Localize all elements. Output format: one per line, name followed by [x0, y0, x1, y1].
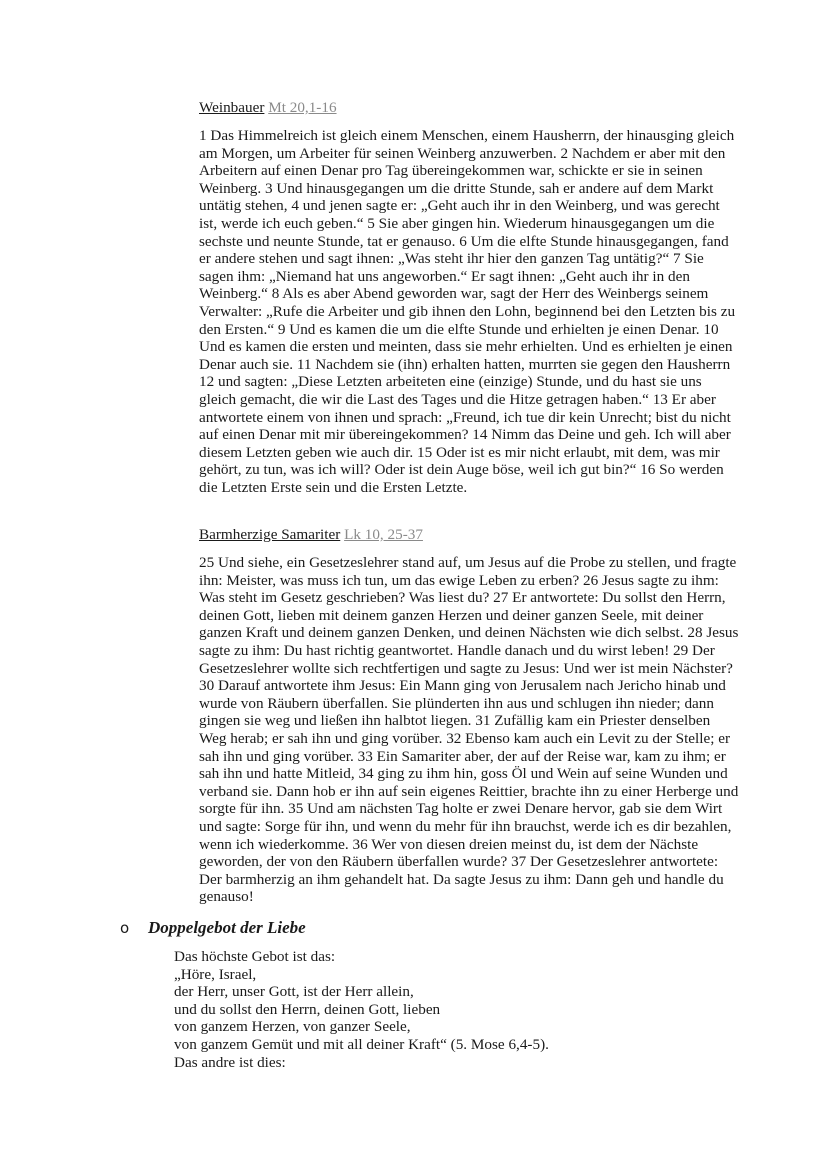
quote-line: Das andre ist dies:: [174, 1053, 286, 1071]
bullet-heading-doppelgebot: [120, 918, 306, 938]
quote-line: Das höchste Gebot ist das:: [174, 948, 336, 965]
commandment-quote: [174, 948, 734, 1071]
quote-line: von ganzem Gemüt und mit all deiner Kraft“ (5. Mose 6,4-5).: [174, 1035, 549, 1053]
quote-line: „Höre, Israel,: [174, 965, 257, 983]
bible-reference-link[interactable]: Mt 20,1-16: [268, 99, 337, 116]
section-heading-samariter: [199, 526, 739, 543]
bible-reference-link[interactable]: Lk 10, 25-37: [344, 526, 423, 543]
bullet-title: Doppelgebot der Liebe: [148, 918, 306, 937]
section-body-samariter: [199, 554, 739, 906]
quote-line: von ganzem Herzen, von ganzer Seele,: [174, 1018, 411, 1036]
bullet-marker: o: [120, 919, 130, 937]
passage-text: 25 Und siehe, ein Gesetzeslehrer stand auf, um Jesus auf die Probe zu stellen, und fragte ihn: Meister, was muss ich tun, um das ewige Leben zu erben? 26 Jesus sagte zu ihm: Was steht im Gesetz geschrieben? Was liest du? 27 Er antwortete: Du sollst den Herrn, deinen Gott, lieben mit deinem ganzen Herzen und deiner ganzen Seele, mit deiner ganzen Kraft und deinem ganzen Denken, und deinen Nächsten wie dich selbst. 28 Jesus sagte zu ihm: Du hast richtig geantwortet. Handle danach und du wirst leben! 29 Der Gesetzeslehrer wollte sich rechtfertigen und sagte zu Jesus: Und wer ist mein Nächster? 30 Darauf antwortete ihm Jesus: Ein Mann ging von Jerusalem nach Jericho hinab und wurde von Räubern überfallen. Sie plünderten ihn aus und schlugen ihn nieder; dann gingen sie weg und ließen ihn halbtot liegen. 31 Zufällig kam ein Priester denselben Weg herab; er sah ihn und ging vorüber. 32 Ebenso kam auch ein Levit zu der Stelle; er sah ihn und ging vorüber. 33 Ein Samariter aber, der auf der Reise war, kam zu ihm; er sah ihn und hatte Mitleid, 34 ging zu ihm hin, goss Öl und Wein auf seine Wunden und verband sie. Dann hob er ihn auf sein eigenes Reittier, brachte ihn zu einer Herberge und sorgte für ihn. 35 Und am nächsten Tag holte er zwei Denare hervor, gab sie dem Wirt und sagte: Sorge für ihn, und wenn du mehr für ihn brauchst, werde ich es dir bezahlen, wenn ich wiederkomme. 36 Wer von diesen dreien meinst du, ist dem der Nächste geworden, der von den Räubern überfallen wurde? 37 Der Gesetzeslehrer antwortete: Der barmherzig an ihm gehandelt hat. Da sagte Jesus zu ihm: Dann geh und handle du genauso!: [199, 554, 739, 906]
quote-line: und du sollst den Herrn, deinen Gott, lieben: [174, 1000, 441, 1018]
section-heading-weinbauer: [199, 99, 739, 116]
quote-line: der Herr, unser Gott, ist der Herr allein,: [174, 983, 414, 1001]
section-title: Weinbauer: [199, 99, 265, 116]
passage-text: 1 Das Himmelreich ist gleich einem Menschen, einem Hausherrn, der hinausging gleich am Morgen, um Arbeiter für seinen Weinberg anzuwerben. 2 Nachdem er aber mit den Arbeitern auf einen Denar pro Tag übereingekommen war, schickte er sie in seinen Weinberg. 3 Und hinausgegangen um die dritte Stunde, sah er andere auf dem Markt untätig stehen, 4 und jenen sagte er: „Geht auch ihr in den Weinberg, und was gerecht ist, werde ich euch geben.“ 5 Sie aber gingen hin. Wiederum hinausgegangen um die sechste und neunte Stunde, tat er genauso. 6 Um die elfte Stunde hinausgegangen, fand er andere stehen und sagt ihnen: „Was steht ihr hier den ganzen Tag untätig?“ 7 Sie sagen ihm: „Niemand hat uns angeworben.“ Er sagt ihnen: „Geht auch ihr in den Weinberg.“ 8 Als es aber Abend geworden war, sagt der Herr des Weinbergs seinem Verwalter: „Rufe die Arbeiter und gib ihnen den Lohn, beginnend bei den Letzten bis zu den Ersten.“ 9 Und es kamen die um die elfte Stunde und erhielten je einen Denar. 10 Und es kamen die ersten und meinten, dass sie mehr erhielten. Und es erhielten je einen Denar auch sie. 11 Nachdem sie (ihn) erhalten hatten, murrten sie gegen den Hausherrn 12 und sagten: „Diese Letzten arbeiteten eine (einzige) Stunde, und du hast sie uns gleich gemacht, die wir die Last des Tages und die Hitze getragen haben.“ 13 Er aber antwortete einem von ihnen und sprach: „Freund, ich tue dir kein Unrecht; bist du nicht auf einen Denar mit mir übereingekommen? 14 Nimm das Deine und geh. Ich will aber diesem Letzten geben wie auch dir. 15 Oder ist es mir nicht erlaubt, mit dem, was mir gehört, zu tun, was ich will? Oder ist dein Auge böse, weil ich gut bin?“ 16 So werden die Letzten Erste sein und die Ersten Letzte.: [199, 127, 736, 496]
section-title: Barmherzige Samariter: [199, 526, 341, 543]
section-body-weinbauer: [199, 127, 739, 496]
